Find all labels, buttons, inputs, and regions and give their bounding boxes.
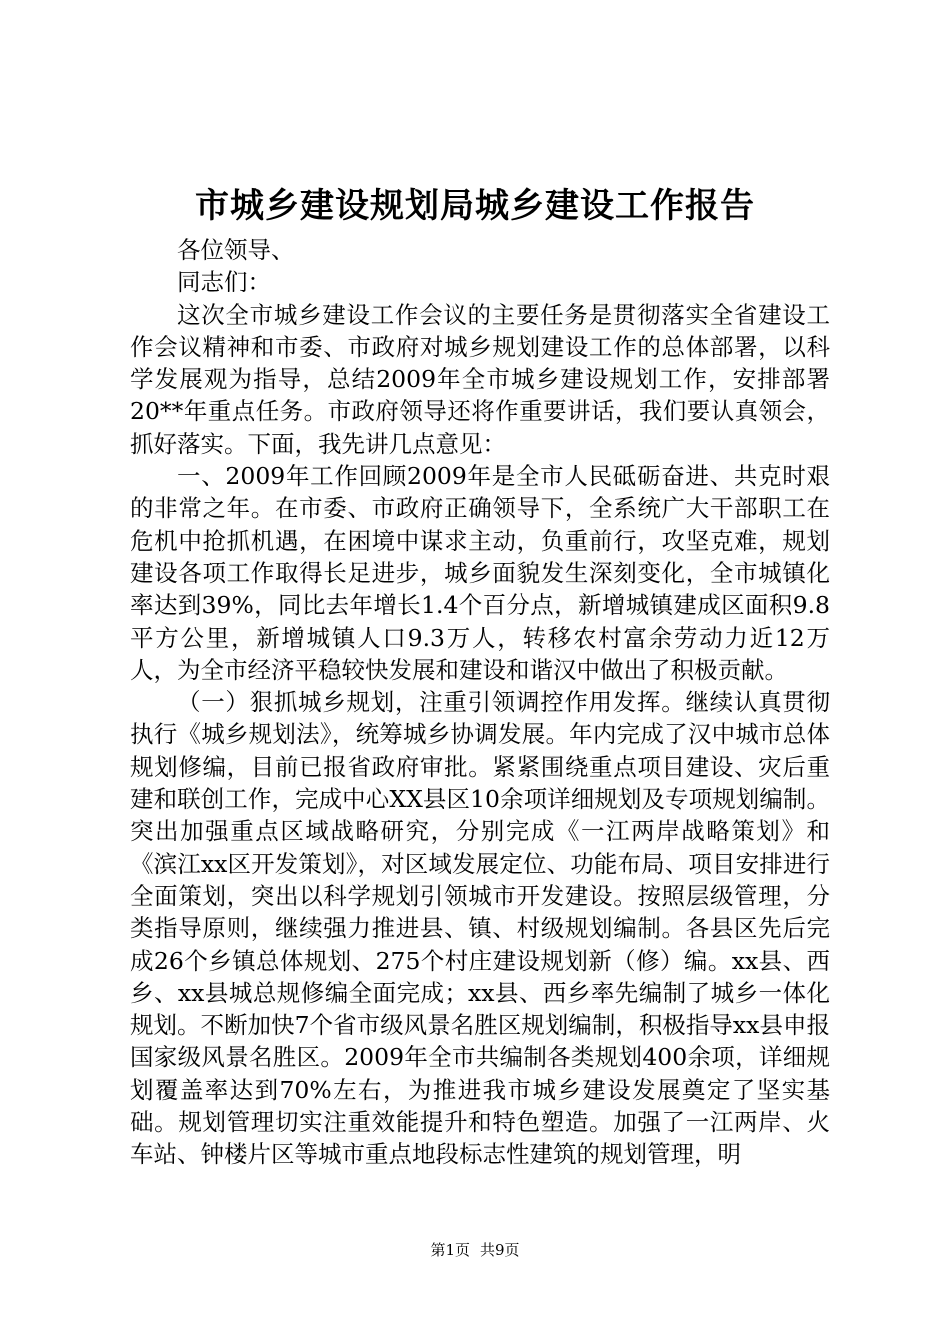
salutation-comrades: 同志们：	[177, 268, 271, 297]
planning-paragraph: （一）狠抓城乡规划，注重引领调控作用发挥。继续认真贯彻执行《城乡规划法》，统筹城乡协调发展。年内完成了汉中城市总体规划修编，目前已报省政府审批。紧紧围绕重点项目建设、灾后重建和联创工作，完成中心XX县区10余项详细规划及专项规划编制。突出加强重点区域战略研究，分别完成《一江两岸战略策划》和《滨江xx区开发策划》，对区域发展定位、功能布局、项目安排进行全面策划，突出以科学规划引领城市开发建设。按照层级管理，分类指导原则，继续强力推进县、镇、村级规划编制。各县区先后完成26个乡镇总体规划、275个村庄建设规划新（修）编。xx县、西乡、xx县城总规修编全面完成；xx县、西乡率先编制了城乡一体化规划。不断加快7个省市级风景名胜区规划编制，积极指导xx县申报国家级风景名胜区。2009年全市共编制各类规划400余项，详细规划覆盖率达到70%左右，为推进我市城乡建设发展奠定了坚实基础。规划管理切实注重效能提升和特色塑造。加强了一江两岸、火车站、钟楼片区等城市重点地段标志性建筑的规划管理，明	[130, 688, 830, 1169]
document-title: 市城乡建设规划局城乡建设工作报告	[195, 186, 755, 226]
page-number: 第1页	[430, 1241, 470, 1259]
page-total: 共9页	[480, 1241, 520, 1259]
document-body	[130, 234, 830, 1171]
page-footer	[0, 1240, 950, 1260]
intro-paragraph: 这次全市城乡建设工作会议的主要任务是贯彻落实全省建设工作会议精神和市委、市政府对城乡规划建设工作的总体部署，以科学发展观为指导，总结2009年全市城乡建设规划工作，安排部署20**年重点任务。市政府领导还将作重要讲话，我们要认真领会，抓好落实。下面，我先讲几点意见：	[130, 300, 830, 458]
salutation-leaders: 各位领导、	[177, 236, 295, 264]
review-paragraph: 一、2009年工作回顾2009年是全市人民砥砺奋进、共克时艰的非常之年。在市委、市政府正确领导下，全系统广大干部职工在危机中抢抓机遇，在困境中谋求主动，负重前行，攻坚克难，规划建设各项工作取得长足进步，城乡面貌发生深刻变化，全市城镇化率达到39%，同比去年增长1.4个百分点，新增城镇建成区面积9.8平方公里，新增城镇人口9.3万人，转移农村富余劳动力近12万人，为全市经济平稳较快发展和建设和谐汉中做出了积极贡献。	[130, 462, 830, 684]
